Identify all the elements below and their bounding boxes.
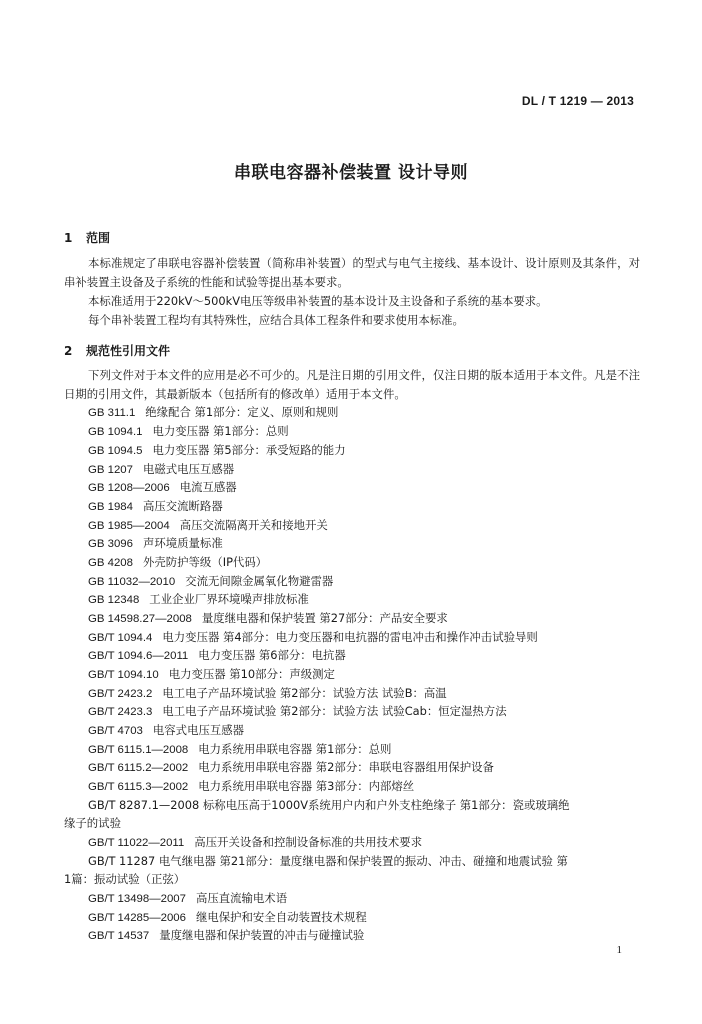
reference-item [88,703,507,719]
reference-code: GB 1094.1 [88,426,143,438]
section-number: 1 [64,231,73,245]
reference-item [88,442,346,458]
reference-item [88,517,328,533]
reference-title: 电工电子产品环境试验 第2部分：试验方法 试验Cab：恒定湿热方法 [162,704,507,718]
section-2-heading [64,342,170,359]
reference-title: 高压直流输电术语 [195,891,288,905]
reference-code: GB/T 14285—2006 [88,912,186,924]
reference-title: 电流互感器 [179,480,237,494]
reference-title: 量度继电器和保护装置 第27部分：产品安全要求 [201,611,448,625]
reference-code: GB/T 1094.10 [88,669,159,681]
reference-item [88,759,494,775]
paragraph: 本标准规定了串联电容器补偿装置（简称串补装置）的型式与电气主接线、基本设计、设计原则及其条件，对串补装置主设备及子系统的性能和试验等提出基本要求。 [64,256,640,289]
section-title: 范围 [86,231,111,245]
reference-title: 电力变压器 第1部分：总则 [152,424,289,438]
reference-title: 电力系统用串联电容器 第1部分：总则 [198,742,392,756]
reference-code: GB/T 4703 [88,725,143,737]
reference-title: 交流无间隙金属氧化物避雷器 [185,574,334,588]
reference-item [88,834,422,850]
section-title: 规范性引用文件 [86,344,171,358]
reference-code: GB/T 13498—2007 [88,893,186,905]
paragraph: 本标准适用于220kV～500kV电压等级串补装置的基本设计及主设备和子系统的基本要求。 [88,294,548,308]
reference-item-wrapped: GB/T 11287 电气继电器 第21部分：量度继电器和保护装置的振动、冲击、碰撞和地震试验 第 [88,854,568,868]
reference-code: GB 12348 [88,594,140,606]
reference-title: 高压交流断路器 [142,499,223,513]
standard-code: DL / T 1219 — 2013 [521,94,634,108]
reference-item [88,722,244,738]
reference-code: GB 1208—2006 [88,482,170,494]
reference-code: GB/T 6115.3—2002 [88,781,189,793]
reference-code: GB 11032—2010 [88,576,176,588]
reference-title: 高压交流隔离开关和接地开关 [179,518,328,532]
paragraph: 下列文件对于本文件的应用是必不可少的。凡是注日期的引用文件，仅注日期的版本适用于本文件。凡是不注日期的引用文件，其最新版本（包括所有的修改单）适用于本文件。 [64,368,640,401]
reference-title: 高压开关设备和控制设备标准的共用技术要求 [194,835,423,849]
reference-title: 电工电子产品环境试验 第2部分：试验方法 试验B：高温 [162,686,447,700]
reference-code: GB/T 2423.2 [88,688,153,700]
reference-title: 电容式电压互感器 [152,723,245,737]
reference-code: GB/T 14537 [88,930,150,942]
reference-code: GB 14598.27—2008 [88,613,192,625]
reference-item [88,461,234,477]
reference-title: 电力变压器 第10部分：声级测定 [168,667,335,681]
reference-code: GB/T 11022—2011 [88,837,185,849]
reference-item [88,778,414,794]
reference-item-wrapped: GB/T 8287.1—2008 标称电压高于1000V系统用户内和户外支柱绝缘子 第1部分：瓷或玻璃绝 [88,798,570,812]
reference-code: GB 3096 [88,538,133,550]
reference-code: GB 4208 [88,557,133,569]
reference-item [88,498,223,514]
reference-code: GB/T 6115.2—2002 [88,762,189,774]
reference-title: 继电保护和安全自动装置技术规程 [195,910,367,924]
reference-code: GB 1985—2004 [88,520,170,532]
reference-title: 电磁式电压互感器 [142,462,235,476]
reference-item [88,647,346,663]
reference-code: GB/T 1094.6—2011 [88,650,189,662]
reference-item [88,535,223,551]
page-number: 1 [616,944,622,956]
reference-item [88,591,309,607]
reference-item [88,890,287,906]
reference-item-continuation: 缘子的试验 [64,816,121,830]
reference-item [88,685,447,701]
reference-item [88,423,289,439]
reference-title: 绝缘配合 第1部分：定义、原则和规则 [145,405,339,419]
reference-item [88,554,267,570]
reference-title: 工业企业厂界环境噪声排放标准 [149,592,309,606]
reference-title: 电力变压器 第6部分：电抗器 [198,648,346,662]
reference-item [88,909,367,925]
reference-item [88,479,237,495]
reference-item [88,404,338,420]
reference-item [88,573,333,589]
reference-title: 电力变压器 第5部分：承受短路的能力 [152,443,346,457]
reference-item [88,927,364,943]
reference-code: GB 311.1 [88,407,136,419]
reference-item [88,629,538,645]
reference-title: 电力系统用串联电容器 第3部分：内部熔丝 [198,779,415,793]
reference-item [88,741,391,757]
reference-title: 声环境质量标准 [142,536,223,550]
reference-title: 电力变压器 第4部分：电力变压器和电抗器的雷电冲击和操作冲击试验导则 [162,630,538,644]
reference-item [88,610,448,626]
paragraph: 每个串补装置工程均有其特殊性，应结合具体工程条件和要求使用本标准。 [88,313,464,327]
reference-code: GB 1094.5 [88,445,143,457]
section-number: 2 [64,344,73,358]
reference-code: GB/T 6115.1—2008 [88,744,189,756]
document-title: 串联电容器补偿装置 设计导则 [234,163,468,183]
reference-code: GB/T 1094.4 [88,632,153,644]
reference-title: 电力系统用串联电容器 第2部分：串联电容器组用保护设备 [198,760,494,774]
reference-item [88,666,335,682]
reference-code: GB 1207 [88,464,133,476]
section-1-heading [64,229,110,246]
reference-code: GB 1984 [88,501,133,513]
reference-item-continuation: 1篇：振动试验（正弦） [64,872,186,886]
reference-title: 量度继电器和保护装置的冲击与碰撞试验 [159,928,365,942]
reference-title: 外壳防护等级（IP代码） [142,555,268,569]
reference-code: GB/T 2423.3 [88,706,153,718]
